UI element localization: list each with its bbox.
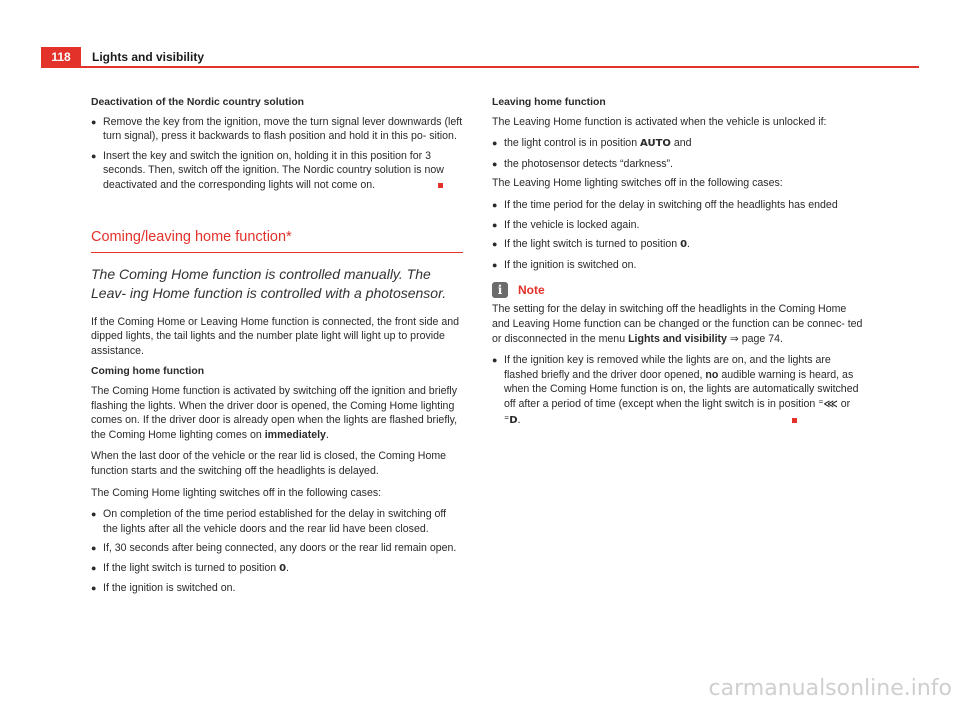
leaving-home-heading: Leaving home function (492, 97, 606, 108)
paragraph: The Coming Home lighting switches off in the following cases: (91, 486, 382, 499)
list-item (492, 258, 864, 273)
note-paragraph: The setting for the delay in switching off the headlights in the Coming Home and Leaving Home function can be changed or the function can be connec‐ ted or disconnected in the menu Lights and visibility ⇒ page 74. (492, 303, 863, 345)
left-column (91, 96, 463, 601)
side-light-symbol: ⁼⋘ (818, 398, 838, 410)
list-item (492, 237, 864, 253)
paragraph: If the Coming Home or Leaving Home function is connected, the front side and dipped lights, the tail lights and the number plate light will light up to provide assistance. (91, 315, 460, 357)
header-rule (41, 66, 919, 68)
bullet-icon: ● (91, 562, 97, 573)
list-item (91, 541, 463, 556)
list-item-text: If the ignition key is removed while the lights are on, and the lights are flashed briefly and the driver door opened, no audible warning is heard, as when the Coming Home function is on, the lights are automatically switched off after a period of time (except when the light switch is in position ⁼⋘ or ⁼D. (504, 354, 859, 426)
right-column (492, 96, 864, 433)
list-item (492, 218, 864, 233)
paragraph: The Leaving Home function is activated when the vehicle is unlocked if: (492, 115, 827, 128)
bullet-icon: ● (492, 199, 498, 210)
list-item (91, 561, 463, 577)
bullet-icon: ● (91, 509, 97, 520)
list-item (492, 157, 864, 172)
dipped-light-symbol: ⁼D (504, 414, 518, 426)
list-item (91, 149, 463, 193)
list-item-text: If, 30 seconds after being connected, any doors or the rear lid remain open. (103, 542, 457, 555)
list-item (492, 353, 864, 428)
bullet-icon: ● (492, 158, 498, 169)
list-item-text: If the ignition is switched on. (504, 258, 637, 271)
paragraph: The Coming Home function is activated by switching off the ignition and briefly flashing the lights. When the driver door is opened, the Coming Home lighting comes on. If the driver door is already open when the lights are flashed briefly, the Coming Home lighting comes on immediately. (91, 384, 458, 441)
bullet-icon: ● (91, 116, 97, 127)
bullet-icon: ● (492, 219, 498, 230)
list-item-text: If the light switch is turned to position 0. (504, 238, 690, 251)
section-end-icon (792, 418, 797, 423)
list-item-text: the light control is in position AUTO and (504, 137, 692, 150)
coming-home-heading: Coming home function (91, 366, 205, 378)
bullet-icon: ● (492, 239, 498, 250)
list-item (492, 198, 864, 213)
section-rule (91, 252, 463, 253)
info-icon: i (492, 282, 508, 298)
auto-symbol: AUTO (640, 138, 671, 150)
list-item-text: the photosensor detects “darkness”. (504, 157, 674, 170)
watermark: carmanualsonline.info (708, 676, 952, 701)
list-item-text: Remove the key from the ignition, move the turn signal lever downwards (left turn signal), press it backwards to flash position and hold it in this po‐ sition. (103, 115, 463, 143)
section-title: Coming/leaving home function* (91, 228, 292, 245)
list-item (492, 136, 864, 152)
page-number: 118 (41, 47, 81, 68)
list-item-text: On completion of the time period established for the delay in switching off the lights after all the vehicle doors and the rear lid have been closed. (103, 508, 447, 535)
list-item-text: If the vehicle is locked again. (504, 218, 640, 231)
section-intro: The Coming Home function is controlled manually. The Leav‐ ing Home function is controlled with a photosensor. (91, 265, 447, 301)
deactivation-heading: Deactivation of the Nordic country solution (91, 97, 305, 108)
bullet-icon: ● (492, 259, 498, 270)
list-item (91, 115, 463, 144)
emphasis: no (705, 368, 719, 381)
position-zero-symbol: 0 (680, 239, 688, 251)
bullet-icon: ● (91, 583, 97, 594)
list-item (91, 581, 463, 596)
list-item-text: If the light switch is turned to position 0. (103, 561, 289, 574)
bullet-icon: ● (492, 138, 498, 149)
bullet-icon: ● (492, 355, 498, 366)
list-item-text: If the ignition is switched on. (103, 582, 236, 595)
menu-name: Lights and visibility (628, 332, 727, 345)
list-item (91, 507, 463, 536)
section-end-icon (438, 183, 443, 188)
paragraph: When the last door of the vehicle or the rear lid is closed, the Coming Home function starts and the switching off the headlights is delayed. (91, 450, 447, 477)
list-item-text: Insert the key and switch the ignition on, holding it in this position for 3 seconds. Then, switch off the ignition. The Nordic country solution is now deactivated and the corresponding lights will not come on. (103, 149, 444, 191)
position-zero-symbol: 0 (279, 562, 287, 574)
bullet-icon: ● (91, 543, 97, 554)
running-title: Lights and visibility (92, 50, 205, 64)
note-label: Note (518, 283, 545, 298)
bullet-icon: ● (91, 150, 97, 161)
list-item-text: If the time period for the delay in switching off the headlights has ended (504, 198, 838, 211)
paragraph: The Leaving Home lighting switches off in the following cases: (492, 177, 783, 190)
emphasis: immediately (264, 428, 326, 441)
note-header (492, 282, 864, 298)
